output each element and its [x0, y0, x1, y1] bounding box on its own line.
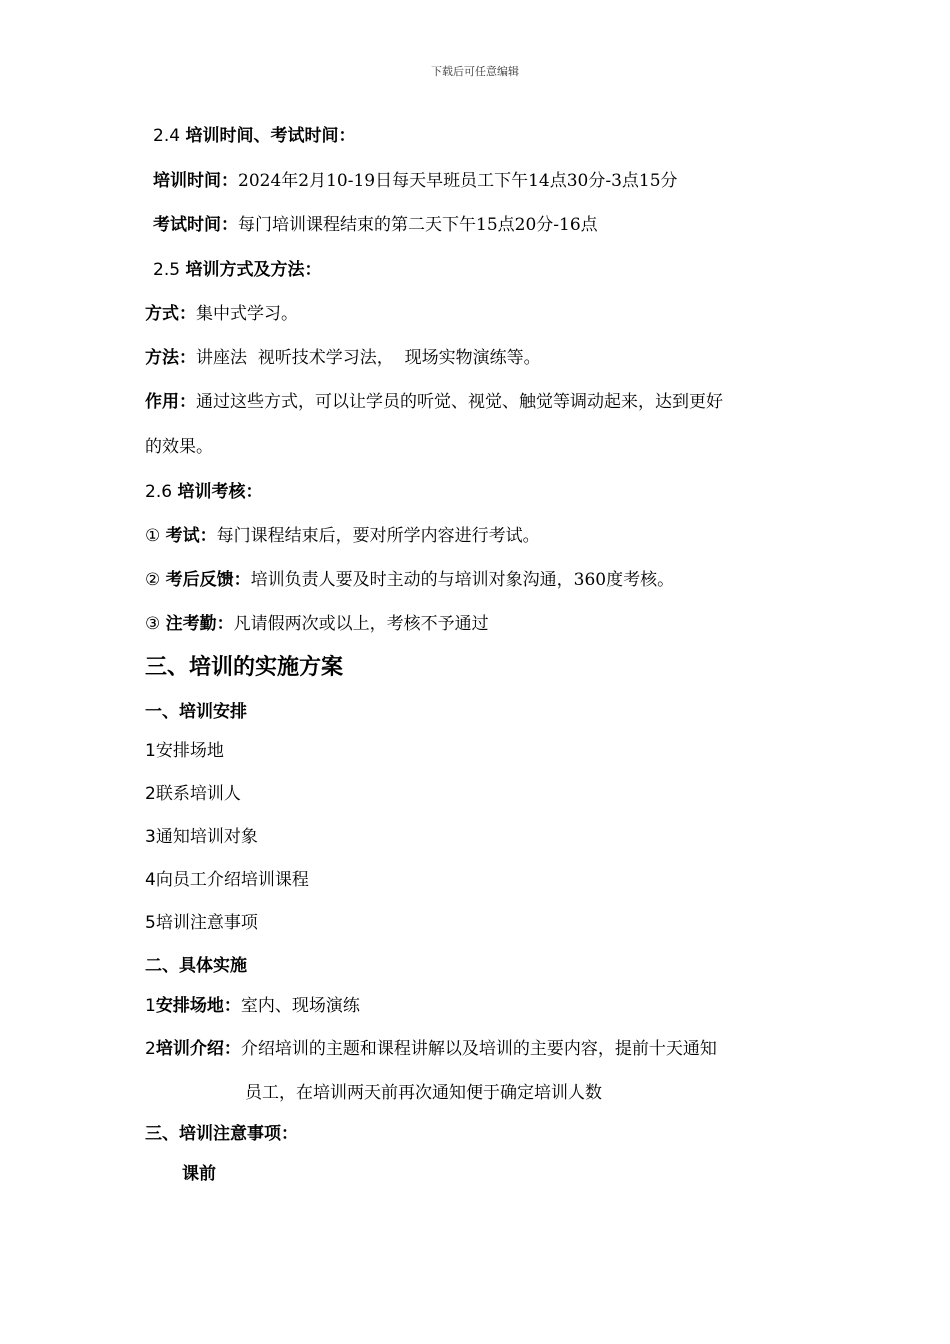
item-label: 注考勤：: [165, 614, 234, 634]
method-value: 讲座法 视听技术学习法， 现场实物演练等。: [196, 348, 541, 368]
effect-line: [145, 390, 723, 414]
training-time-label: 培训时间：: [153, 171, 238, 191]
section-3-title: 三、培训的实施方案: [145, 655, 344, 680]
item-number: 3: [145, 827, 156, 847]
arrangement-heading: 一、培训安排: [145, 702, 247, 722]
intro-value: 介绍培训的主题和课程讲解以及培训的主要内容，提前十天通知: [240, 1039, 717, 1059]
effect-continuation: 的效果。: [145, 437, 213, 457]
section-title: 培训方式及方法：: [185, 260, 322, 280]
mode-value: 集中式学习。: [196, 304, 298, 324]
assessment-item: [145, 612, 489, 636]
item-number: 1: [145, 996, 156, 1016]
section-2-5-heading: [153, 258, 321, 282]
effect-label: 作用：: [145, 392, 196, 412]
method-label: 方法：: [145, 348, 196, 368]
section-number: 2.5: [153, 260, 181, 280]
item-value: 培训负责人要及时主动的与培训对象沟通，360度考核。: [250, 570, 675, 590]
item-marker: ②: [145, 570, 161, 590]
arrangement-item: [145, 782, 241, 806]
item-number: 4: [145, 870, 156, 890]
item-text: 联系培训人: [155, 784, 241, 804]
item-value: 凡请假两次或以上，考核不予通过: [233, 614, 489, 634]
intro-line: [145, 1037, 717, 1061]
intro-label: 培训介绍：: [155, 1039, 241, 1059]
arrangement-item: [145, 911, 258, 935]
notes-before-class: 课前: [182, 1164, 216, 1184]
venue-label: 安排场地：: [155, 996, 241, 1016]
item-marker: ③: [145, 614, 161, 634]
venue-value: 室内、现场演练: [240, 996, 360, 1016]
section-title: 培训时间、考试时间：: [185, 126, 356, 146]
section-2-4-heading: [153, 124, 355, 148]
assessment-item: [145, 524, 540, 548]
implementation-heading: 二、具体实施: [145, 956, 247, 976]
section-title: 培训考核：: [177, 482, 263, 502]
item-text: 培训注意事项: [155, 913, 258, 933]
effect-value: 通过这些方式，可以让学员的听觉、视觉、触觉等调动起来，达到更好: [196, 392, 723, 412]
item-value: 每门课程结束后，要对所学内容进行考试。: [216, 526, 540, 546]
training-time-value: 2024年2月10-19日每天早班员工下午14点30分-3点15分: [238, 171, 678, 191]
arrangement-item: [145, 739, 224, 763]
item-marker: ①: [145, 526, 161, 546]
arrangement-item: [145, 825, 258, 849]
mode-label: 方式：: [145, 304, 196, 324]
item-number: 1: [145, 741, 156, 761]
venue-line: [145, 994, 360, 1018]
exam-time-label: 考试时间：: [153, 215, 238, 235]
item-label: 考试：: [165, 526, 217, 546]
arrangement-item: [145, 868, 309, 892]
section-2-6-heading: [145, 480, 262, 504]
item-number: 5: [145, 913, 156, 933]
item-label: 考后反馈：: [165, 570, 251, 590]
page-header: 下载后可任意编辑: [431, 65, 519, 78]
item-text: 安排场地: [155, 741, 224, 761]
exam-time-value: 每门培训课程结束的第二天下午15点20分-16点: [238, 215, 598, 235]
item-text: 通知培训对象: [155, 827, 258, 847]
item-number: 2: [145, 784, 156, 804]
section-number: 2.4: [153, 126, 181, 146]
training-time-line: [153, 169, 678, 193]
intro-continuation: 员工，在培训两天前再次通知便于确定培训人数: [245, 1083, 602, 1103]
assessment-item: [145, 568, 674, 592]
mode-line: [145, 302, 298, 326]
method-line: [145, 346, 541, 370]
notes-heading: 三、培训注意事项：: [145, 1124, 298, 1144]
section-number: 2.6: [145, 482, 173, 502]
exam-time-line: [153, 213, 598, 237]
item-number: 2: [145, 1039, 156, 1059]
item-text: 向员工介绍培训课程: [155, 870, 309, 890]
